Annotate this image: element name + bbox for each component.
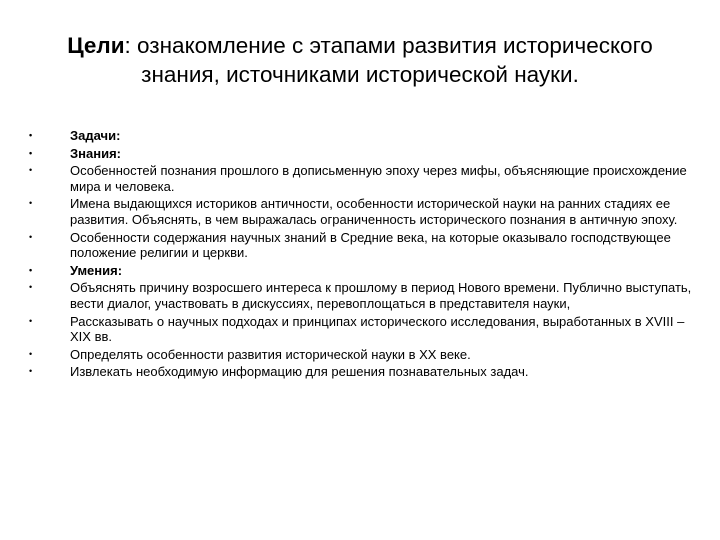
bullet-icon: • <box>29 366 33 377</box>
title-label: Цели <box>67 33 125 58</box>
list-item-text: Особенности содержания научных знаний в Средние века, на которые оказывало господствующее положение религии и церкви. <box>70 229 671 261</box>
slide-title <box>40 31 680 89</box>
bullet-icon: • <box>29 147 33 158</box>
list-item-text: Объяснять причину возросшего интереса к прошлому в период Нового времени. Публично выступать, вести диалог, участвовать в дискуссиях, перевоплощаться в представителя науки, <box>70 280 692 311</box>
title-text-line2: знания, источниками исторической науки. <box>141 62 579 87</box>
bullet-icon: • <box>29 231 33 242</box>
list-item <box>0 347 720 363</box>
list-item-text: Знания: <box>70 145 121 161</box>
bullet-icon: • <box>29 165 33 176</box>
list-item-text: Умения: <box>70 262 123 278</box>
list-item-text: Рассказывать о научных подходах и принципах исторического исследования, выработанных в XVIII – XIX вв. <box>70 313 685 345</box>
list-item-text: Особенностей познания прошлого в дописьменную эпоху через мифы, объясняющие происхождение мира и человека. <box>70 163 687 194</box>
list-item-text: Задачи: <box>70 128 121 143</box>
list-item-tasks <box>0 128 720 144</box>
list-item <box>0 230 720 261</box>
list-item <box>0 314 720 345</box>
list-item-skills <box>0 263 720 279</box>
bullet-icon: • <box>29 130 33 140</box>
bullet-icon: • <box>29 198 33 209</box>
bullet-icon: • <box>29 264 33 275</box>
list-item <box>0 196 720 227</box>
bullet-icon: • <box>29 282 33 293</box>
list-item-text: Извлекать необходимую информацию для решения познавательных задач. <box>70 364 529 380</box>
list-item <box>0 163 720 194</box>
list-item <box>0 364 720 380</box>
list-item-text: Имена выдающихся историков античности, особенности исторической науки на ранних стадиях ее развития. Объяснять, в чем выражалась ограниченность исторического познания в античную эпоху. <box>70 196 678 227</box>
bullet-icon: • <box>29 315 33 326</box>
bullet-icon: • <box>29 348 33 359</box>
list-item <box>0 280 720 311</box>
bullet-list <box>0 128 720 382</box>
title-text-line1: : ознакомление с этапами развития исторического <box>124 33 653 58</box>
list-item-knowledge <box>0 146 720 162</box>
list-item-text: Определять особенности развития исторической науки в XX веке. <box>70 346 471 362</box>
